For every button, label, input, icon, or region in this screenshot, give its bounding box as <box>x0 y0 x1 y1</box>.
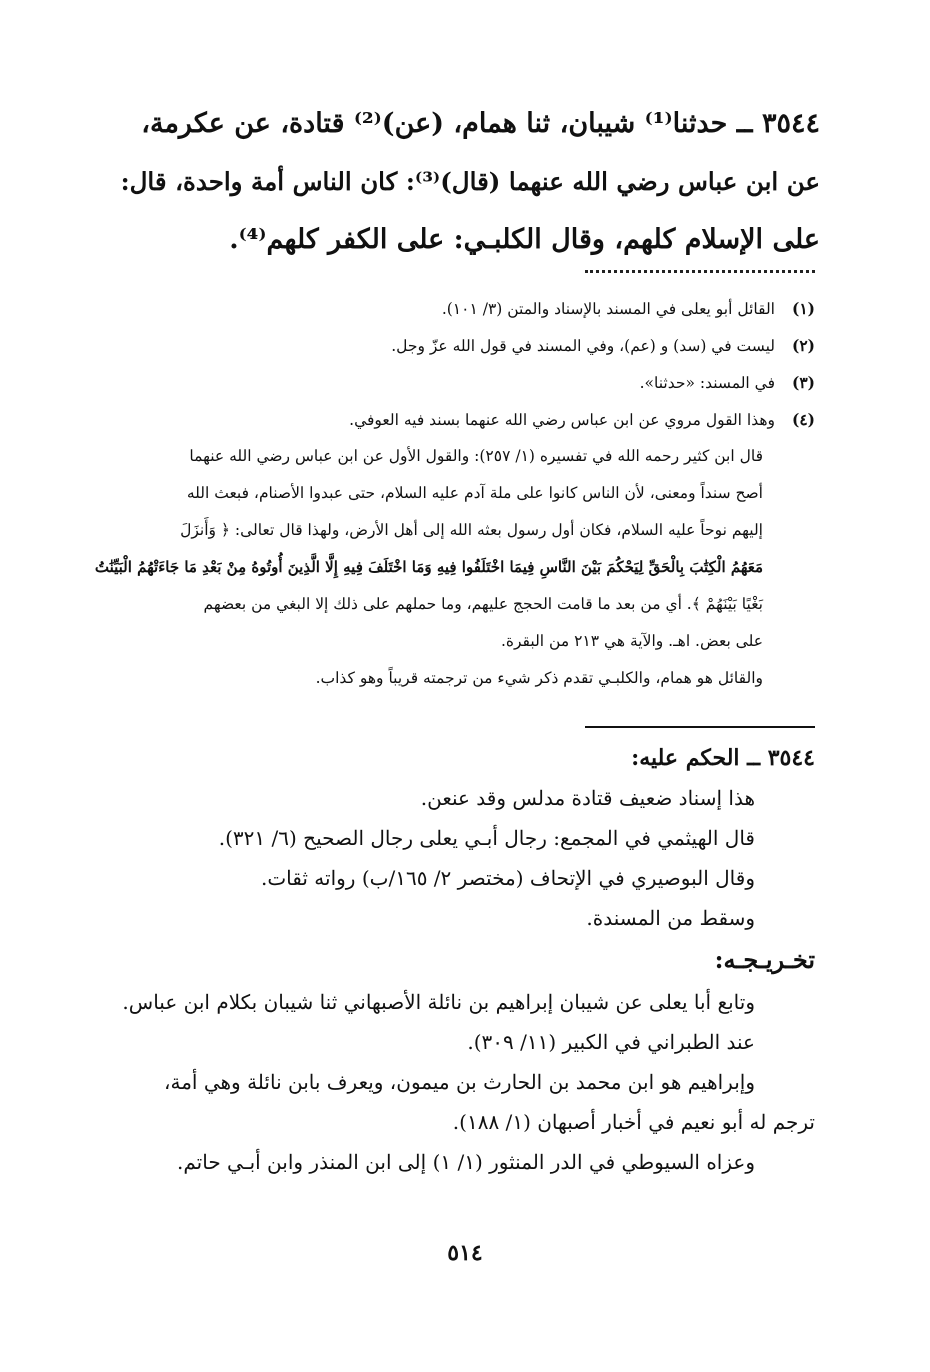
footnote-text: ليست في (سد) و (عم)، وفي المسند في قول الله عزّ وجل. <box>391 336 775 355</box>
main-text-line: على الإسلام كلهم، وقال الكلبـي: على الكفر كلهم⁽⁴⁾. <box>229 224 820 255</box>
ruling-line: وقال البوصيري في الإتحاف (مختصر ٢/ ١٦٥/ب) رواته ثقات. <box>260 866 755 890</box>
footnote-line: إليهم نوحاً عليه السلام، فكان أول رسول بعثه الله إلى أهل الأرض، ولهذا قال تعالى: ﴿ وَأَنزَلَ <box>180 521 763 539</box>
footnote-4-continuation <box>90 438 763 697</box>
quran-verse-line: مَعَهُمُ الْكِتَٰبَ بِالْحَقِّ لِيَحْكُمَ بَيْنَ النَّاسِ فِيمَا اخْتَلَفُوا فِيهِ وَمَا اخْتَلَفَ فِيهِ إِلَّا الَّذِينَ أُوتُوهُ مِنْ بَعْدِ مَا جَاءَتْهُمُ الْبَيِّنَٰتُ <box>94 558 763 576</box>
ruling-heading: ٣٥٤٤ ــ الحكم عليه: <box>631 745 815 771</box>
footnote-text: في المسند: «حدثنا». <box>639 373 775 392</box>
takhrij-line: وإبراهيم هو ابن محمد بن الحارث بن ميمون، ويعرف بابن نائلة وهي أمة، <box>164 1070 755 1094</box>
footnote <box>90 290 815 327</box>
ruling-section <box>90 738 815 1182</box>
ruling-line: هذا إسناد ضعيف قتادة مدلس وقد عنعن. <box>420 786 755 810</box>
hadith-main-text <box>110 95 820 269</box>
footnote-number: (١) <box>791 299 815 318</box>
section-separator <box>585 726 815 728</box>
footnote-line: على بعض. اهـ. والآية هي ٢١٣ من البقرة. <box>500 632 763 650</box>
footnote-number: (٤) <box>791 410 815 429</box>
footnote-line: بَغْيًا بَيْنَهُمْ ﴾. أي من بعد ما قامت الحجج عليهم، وما حملهم على ذلك إلا البغي من بعضهم <box>203 595 763 613</box>
footnote <box>90 401 815 438</box>
ruling-line: قال الهيثمي في المجمع: رجال أبـي يعلى رجال الصحيح (٦/ ٣٢١). <box>218 826 755 850</box>
main-text-line: ٣٥٤٤ ــ حدثنا⁽¹⁾ شيبان، ثنا همام، (عن)⁽²⁾ قتادة، عن عكرمة، <box>141 108 820 139</box>
footnote-line: والقائل هو همام، والكلبـي تقدم ذكر شيء من ترجمته قريباً وهو كذاب. <box>315 669 763 687</box>
takhrij-line: عند الطبراني في الكبير (١١/ ٣٠٩). <box>467 1030 755 1054</box>
footnote-text: وهذا القول مروي عن ابن عباس رضي الله عنهما بسند فيه العوفي. <box>349 410 775 429</box>
main-text-line: عن ابن عباس رضي الله عنهما (قال)⁽³⁾: كان الناس أمة واحدة، قال: <box>120 167 820 196</box>
footnote <box>90 327 815 364</box>
footnote-text: القائل أبو يعلى في المسند بالإسناد والمتن (٣/ ١٠١). <box>441 299 775 318</box>
footnote <box>90 364 815 401</box>
takhrij-line: وعزاه السيوطي في الدر المنثور (١/ ١) إلى ابن المنذر وابن أبـي حاتم. <box>177 1150 755 1174</box>
footnote-line: أصح سنداً ومعنى، لأن الناس كانوا على ملة آدم عليه السلام، حتى عبدوا الأصنام، فبعث الله <box>186 484 763 502</box>
takhrij-heading: تخـريـجـه: <box>714 945 815 974</box>
footnote-number: (٢) <box>791 336 815 355</box>
ruling-line: وسقط من المسندة. <box>586 906 755 930</box>
footnote-number: (٣) <box>791 373 815 392</box>
takhrij-line: ترجم له أبو نعيم في أخبار أصبهان (١/ ١٨٨). <box>452 1110 815 1134</box>
footnotes <box>90 290 815 697</box>
takhrij-line: وتابع أبا يعلى عن شيبان إبراهيم بن نائلة الأصبهاني ثنا شيبان بكلام ابن عباس. <box>122 990 755 1014</box>
footnote-separator <box>585 270 815 273</box>
footnote-line: قال ابن كثير رحمه الله في تفسيره (١/ ٢٥٧): والقول الأول عن ابن عباس رضي الله عنهما <box>189 447 763 465</box>
page-number: ٥١٤ <box>447 1240 483 1266</box>
